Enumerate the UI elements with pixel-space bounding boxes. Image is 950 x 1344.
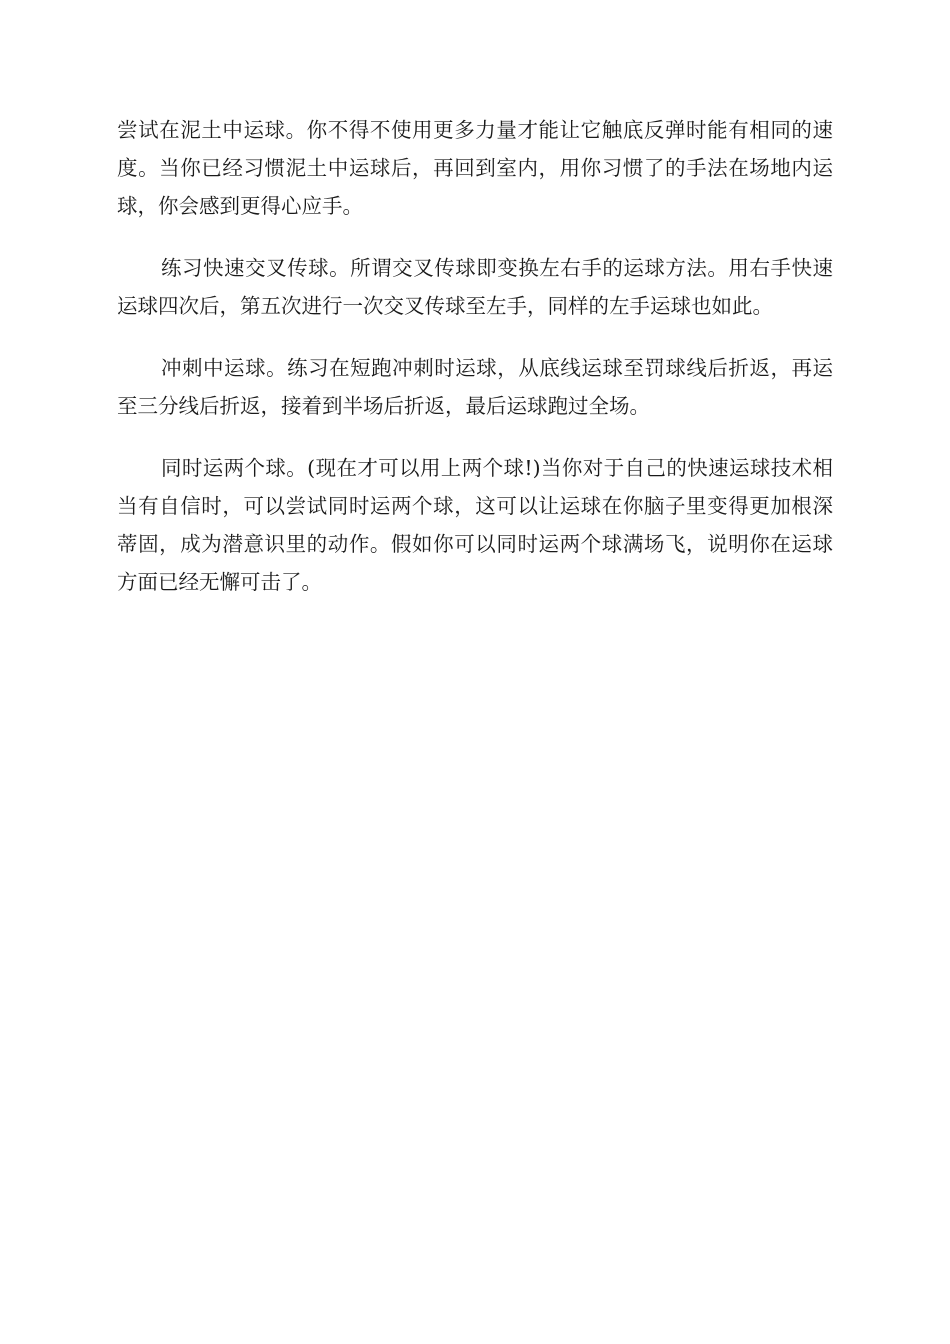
paragraph-dirt-dribbling: 尝试在泥土中运球。你不得不使用更多力量才能让它触底反弹时能有相同的速度。当你已经习惯泥土中运球后，再回到室内，用你习惯了的手法在场地内运球，你会感到更得心应手。: [117, 118, 833, 218]
paragraph-two-balls: 同时运两个球。(现在才可以用上两个球!)当你对于自己的快速运球技术相当有自信时，可以尝试同时运两个球，这可以让运球在你脑子里变得更加根深蒂固，成为潜意识里的动作。假如你可以同时运两个球满场飞，说明你在运球方面已经无懈可击了。: [117, 456, 833, 594]
paragraph-crossover: 练习快速交叉传球。所谓交叉传球即变换左右手的运球方法。用右手快速运球四次后，第五次进行一次交叉传球至左手，同样的左手运球也如此。: [117, 256, 833, 318]
paragraph-sprint-dribbling: 冲刺中运球。练习在短跑冲刺时运球，从底线运球至罚球线后折返，再运至三分线后折返，接着到半场后折返，最后运球跑过全场。: [117, 356, 833, 418]
document-body: [117, 111, 833, 625]
